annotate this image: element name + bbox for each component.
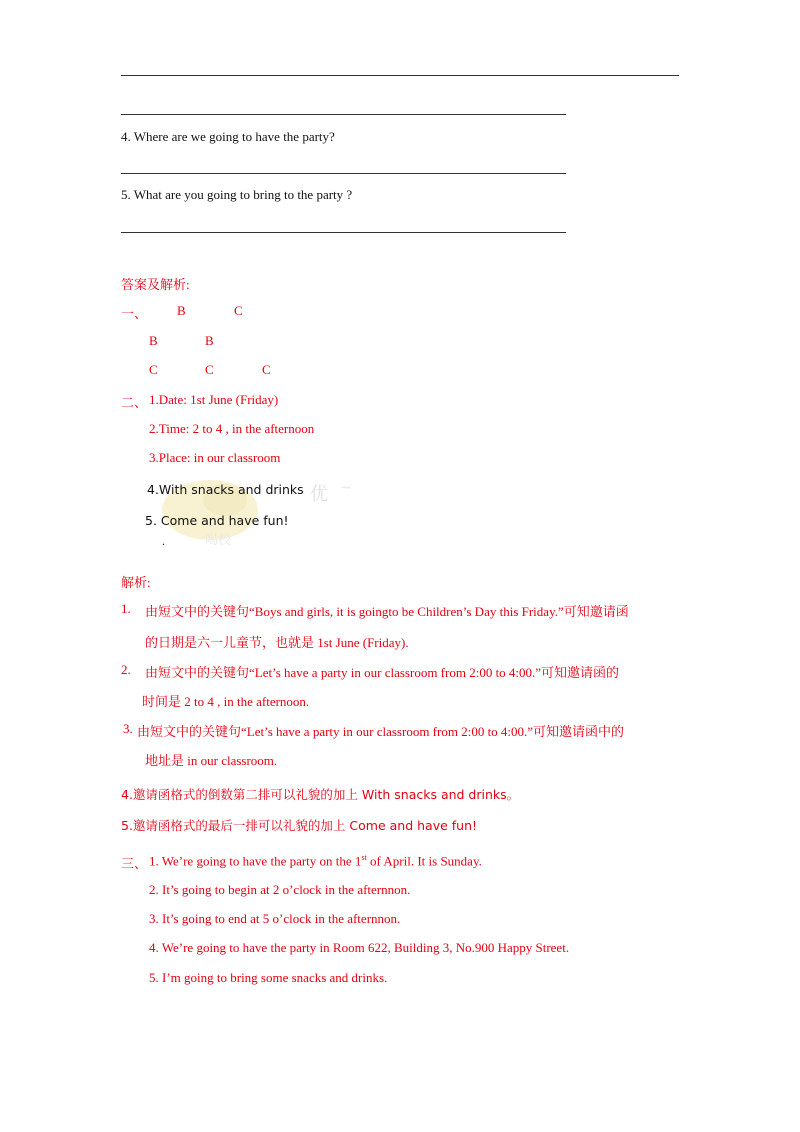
part2-item: 2.Time: 2 to 4 , in the afternoon xyxy=(149,421,315,436)
part3-item-text: 1. We’re going to have the party on the 1 xyxy=(149,853,362,869)
analysis-line: 4.邀请函格式的倒数第二排可以礼貌的加上 With snacks and drinks。 xyxy=(121,787,520,802)
svg-text:~: ~ xyxy=(340,480,352,496)
analysis-line: 由短文中的关键句“Boys and girls, it is goingto be Children’s Day this Friday.”可知邀请函 xyxy=(145,604,629,619)
part3-item: 3. It’s going to end at 5 o’clock in the afternnon. xyxy=(149,911,401,926)
analysis-line: 的日期是六一儿童节，也就是 1st June (Friday). xyxy=(145,635,409,650)
analysis-num: 3. xyxy=(123,721,133,736)
analysis-num: 1. xyxy=(121,601,131,616)
svg-text:喝校: 喝校 xyxy=(205,533,232,548)
answer-choice: C xyxy=(234,303,243,318)
analysis-line: 由短文中的关键句“Let’s have a party in our classroom from 2:00 to 4:00.”可知邀请函的 xyxy=(145,665,620,680)
analysis-line: 地址是 in our classroom. xyxy=(145,753,278,768)
part3-item: 4. We’re going to have the party in Room 622, Building 3, No.900 Happy Street. xyxy=(149,940,570,955)
part3-item-text: of April. It is Sunday. xyxy=(366,853,482,869)
answer-choice: B xyxy=(205,333,214,348)
answer-line xyxy=(121,75,679,76)
part2-dot: . xyxy=(162,534,165,548)
analysis-line: 由短文中的关键句“Let’s have a party in our classroom from 2:00 to 4:00.”可知邀请函中的 xyxy=(137,724,625,739)
answer-choice: C xyxy=(149,362,158,377)
svg-text:优: 优 xyxy=(310,484,328,505)
answers-heading: 答案及解析: xyxy=(121,277,190,292)
part2-label: 二、 xyxy=(121,395,148,410)
part1-label: 一、 xyxy=(121,306,148,321)
answer-line xyxy=(121,114,566,115)
answer-choice: B xyxy=(149,333,158,348)
part3-item xyxy=(149,853,482,869)
analysis-num: 2. xyxy=(121,662,131,677)
part2-item: 3.Place: in our classroom xyxy=(149,450,281,465)
part3-item: 2. It’s going to begin at 2 o’clock in the afternnon. xyxy=(149,882,411,897)
analysis-line: 5.邀请函格式的最后一排可以礼貌的加上 Come and have fun! xyxy=(121,818,478,833)
part2-item: 4.With snacks and drinks xyxy=(147,482,304,497)
question-4: 4. Where are we going to have the party? xyxy=(121,129,335,144)
ordinal-suffix: st xyxy=(361,853,367,862)
question-5: 5. What are you going to bring to the party ? xyxy=(121,187,353,202)
answer-line xyxy=(121,173,566,174)
answer-choice: C xyxy=(262,362,271,377)
answer-choice: C xyxy=(205,362,214,377)
part3-item: 5. I’m going to bring some snacks and drinks. xyxy=(149,970,388,985)
part2-item: 1.Date: 1st June (Friday) xyxy=(149,392,279,407)
answer-choice: B xyxy=(177,303,186,318)
analysis-line: 时间是 2 to 4 , in the afternoon. xyxy=(142,694,310,709)
analysis-heading: 解析: xyxy=(121,575,151,590)
part3-label: 三、 xyxy=(121,856,148,871)
part2-item: 5. Come and have fun! xyxy=(145,513,289,528)
answer-line xyxy=(121,232,566,233)
